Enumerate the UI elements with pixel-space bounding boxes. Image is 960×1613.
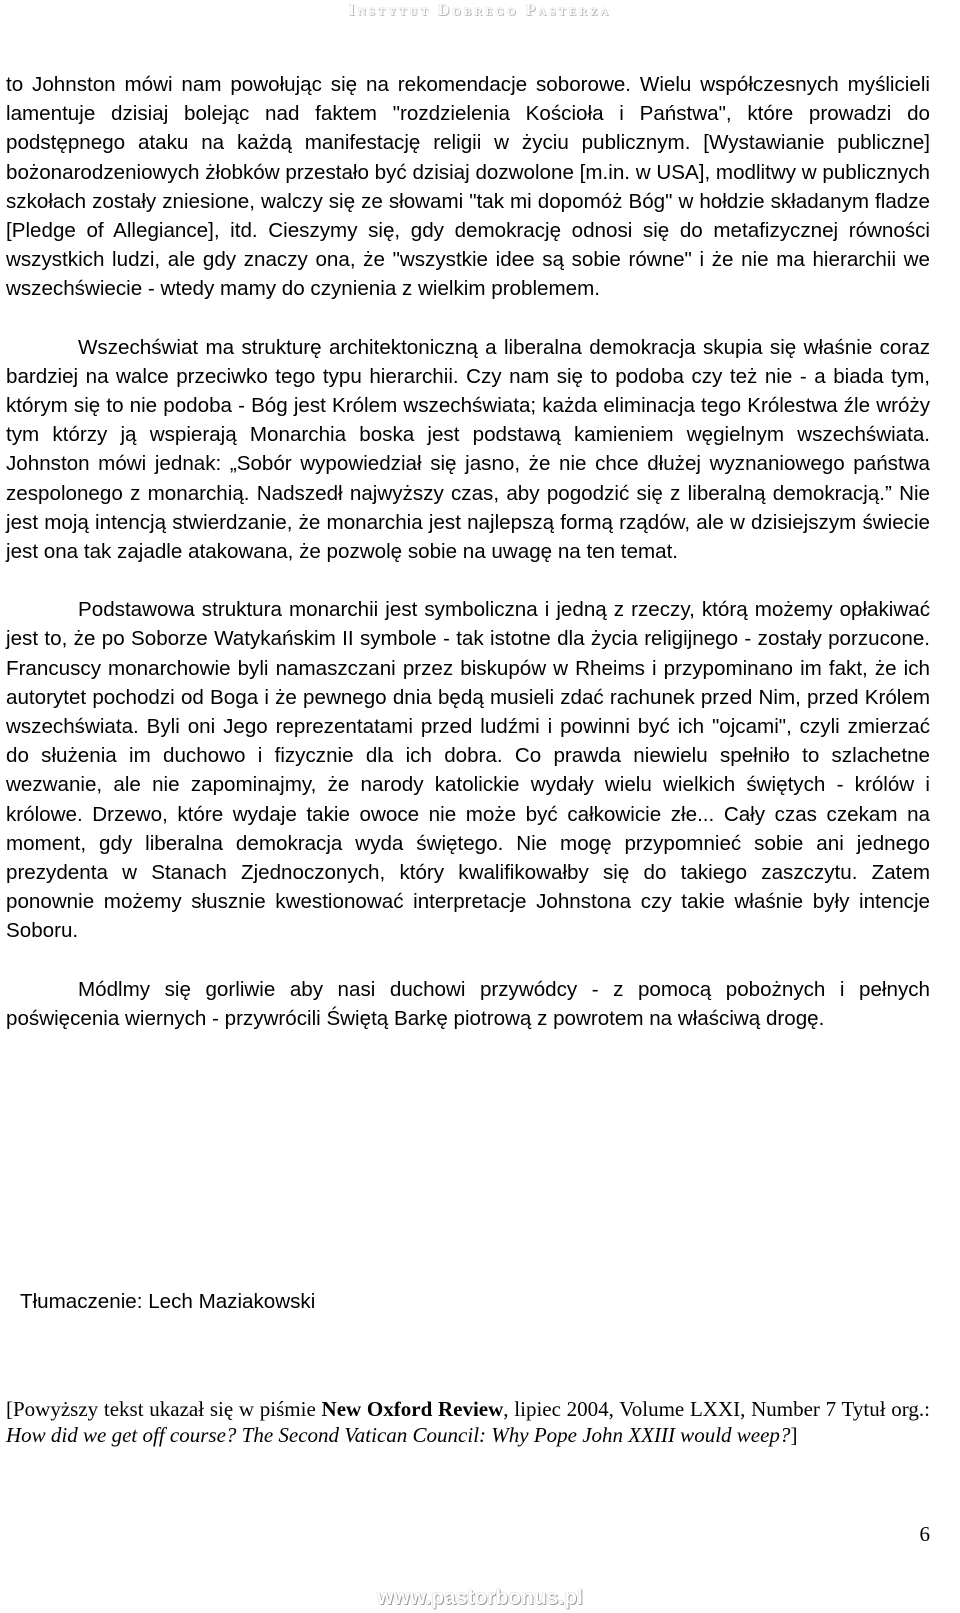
- article-body: [6, 70, 930, 1033]
- paragraph-4: Módlmy się gorliwie aby nasi duchowi przywódcy - z pomocą pobożnych i pełnych poświęcenia wiernych - przywrócili Świętą Barkę piotrową z powrotem na właściwą drogę.: [6, 977, 930, 1030]
- source-orig-title: How did we get off course? The Second Vatican Council: Why Pope John XXIII would weep?: [6, 1423, 791, 1447]
- translator-credit: Tłumaczenie: Lech Maziakowski: [20, 1290, 316, 1313]
- page-number: 6: [919, 1522, 930, 1546]
- paragraph-1: to Johnston mówi nam powołując się na rekomendacje soborowe. Wielu współczesnych myślicieli lamentuje dzisiaj bolejąc nad faktem "rozdzielenia Kościoła i Państwa", które prowadzi do podstępnego ataku na każdą manifestację religii w życiu publicznym. [Wystawianie publiczne] bożonarodzeniowych żłobków przestało być dzisiaj dozwolone [m.in. w USA], modlitwy w publicznych szkołach zostały zniesione, walczy się ze słowami "tak mi dopomóż Bóg" w hołdzie składanym fladze [Pledge of Allegiance], itd. Cieszymy się, gdy demokrację odnosi się do metafizycznej równości wszystkich ludzi, ale gdy znaczy ona, że "wszystkie idee są sobie równe" i że nie ma hierarchii we wszechświecie - wtedy mamy do czynienia z wielkim problemem.: [6, 73, 930, 301]
- source-prefix: [Powyższy tekst ukazał się w piśmie: [6, 1397, 322, 1421]
- source-details: , lipiec 2004, Volume LXXI, Number 7: [503, 1397, 837, 1421]
- source-suffix: ]: [790, 1423, 798, 1447]
- paragraph-3: Podstawowa struktura monarchii jest symboliczna i jedną z rzeczy, którą możemy opłakiwać jest to, że po Soborze Watykańskim II symbole - tak istotne dla życia religijnego - zostały porzucone. Francuscy monarchowie byli namaszczani przez biskupów w Rheims i przypominano im fakt, że ich autorytet pochodzi od Boga i że pewnego dnia będą musieli zdać rachunek przed Nim, przed Królem wszechświata. Byli oni Jego reprezentatami przed ludźmi i powinni być ich "ojcami", czyli zmierzać do służenia im duchowo i fizycznie dla ich dobra. Co prawda niewielu spełniło to szlachetne wezwanie, ale nie zapominajmy, że narody katolickie wydały wielu wielkich świętych - królów i królowe. Drzewo, które wydaje takie owoce nie może być całkowicie złe... Cały czas czekam na moment, gdy liberalna demokracja wyda świętego. Nie mogę przypomnieć sobie ani jednego prezydenta w Stanach Zjednoczonych, który kwalifikowałby się do takiego zaszczytu. Zatem ponownie możemy słusznie kwestionować interpretacje Johnstona czy takie właśnie były intencje Soboru.: [6, 598, 930, 943]
- source-note: [6, 1396, 930, 1448]
- footer-url: www.pastorbonus.pl: [377, 1586, 583, 1609]
- source-journal: New Oxford Review: [321, 1397, 504, 1421]
- header-title: Instytut Dobrego Pasterza: [348, 2, 612, 19]
- paragraph-2: Wszechświat ma strukturę architektoniczną a liberalna demokracja skupia się właśnie coraz bardziej na walce przeciwko tego typu hierarchii. Czy nam się to podoba czy też nie - a biada tym, którym się to nie podoba - Bóg jest Królem wszechświata; każda eliminacja tego Królestwa źle wróży tym którzy ją wspierają Monarchia boska jest podstawą kamieniem węgielnym wszechświata. Johnston mówi jednak: „Sobór wypowiedział się jasno, że nie chce dłużej wyznaniowego państwa zespolonego z monarchią. Nadszedł najwyższy czas, aby pogodzić się z liberalną demokracją.” Nie jest moją intencją stwierdzanie, że monarchia jest najlepszą formą rządów, ale w dzisiejszym świecie jest ona tak zajadle atakowana, że pozwolę sobie na uwagę na ten temat.: [6, 335, 930, 564]
- source-orig-label: Tytuł org.:: [841, 1397, 930, 1421]
